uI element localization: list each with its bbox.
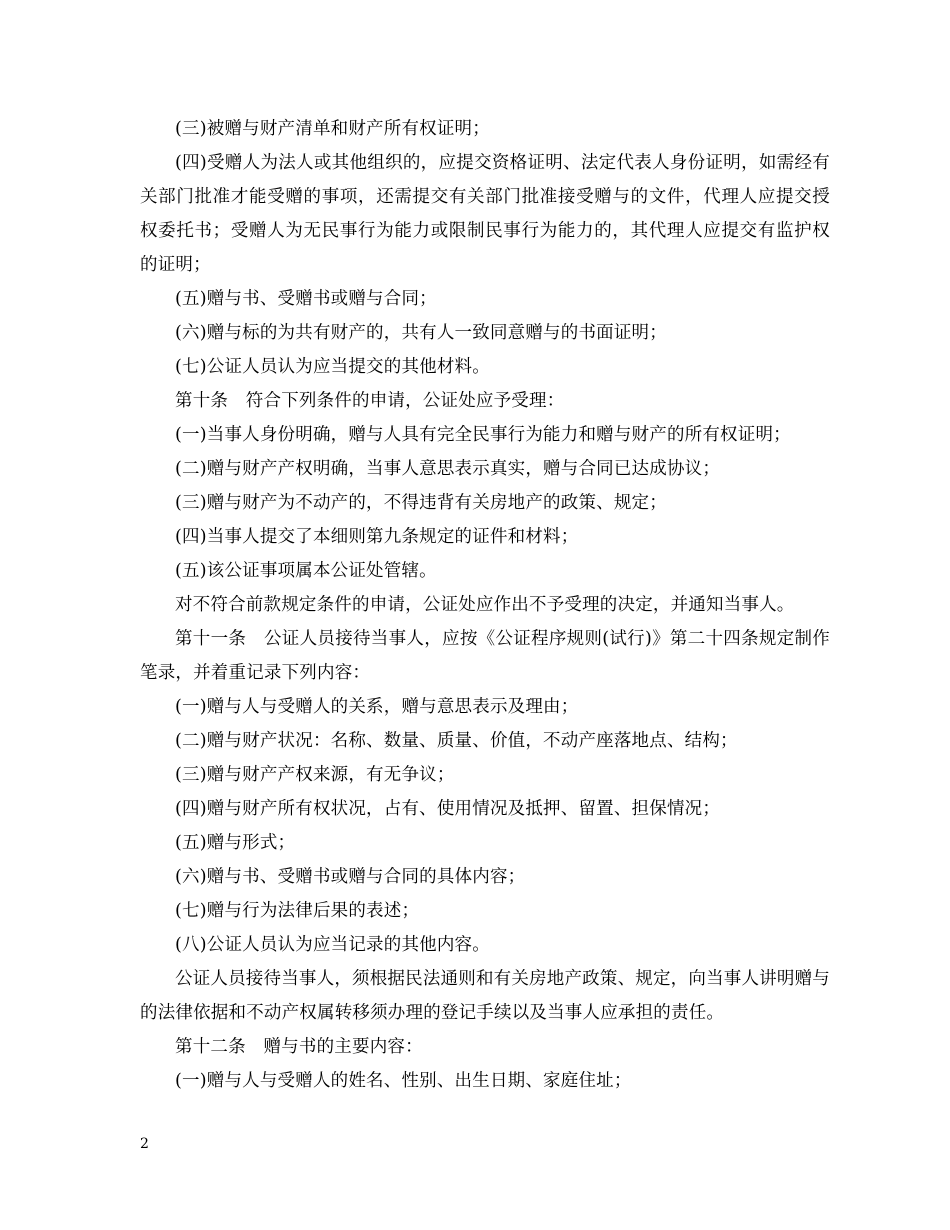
paragraph: (五)赠与书、受赠书或赠与合同； <box>175 289 437 309</box>
paragraph: (七)赠与行为法律后果的表述； <box>175 901 420 921</box>
article-heading: 第十一条 公证人员接待当事人，应按《公证程序规则(试行)》第二十四条规定制作笔录，并着重记录下列内容： <box>140 629 830 683</box>
paragraph: (六)赠与书、受赠书或赠与合同的具体内容； <box>175 867 526 887</box>
paragraph: (四)当事人提交了本细则第九条规定的证件和材料； <box>175 527 579 547</box>
document-body <box>140 112 830 1098</box>
paragraph: (一)当事人身份明确，赠与人具有完全民事行为能力和赠与财产的所有权证明； <box>175 425 791 445</box>
paragraph: (一)赠与人与受赠人的关系，赠与意思表示及理由； <box>175 697 579 717</box>
paragraph: 对不符合前款规定条件的申请，公证处应作出不予受理的决定，并通知当事人。 <box>175 595 795 615</box>
page-number: 2 <box>140 1136 149 1152</box>
paragraph: (五)赠与形式； <box>175 833 296 853</box>
paragraph: (五)该公证事项属本公证处管辖。 <box>175 561 437 581</box>
paragraph: (二)赠与财产状况：名称、数量、质量、价值，不动产座落地点、结构； <box>175 731 738 751</box>
paragraph: (三)赠与财产为不动产的，不得违背有关房地产的政策、规定； <box>175 493 667 513</box>
paragraph: (四)受赠人为法人或其他组织的，应提交资格证明、法定代表人身份证明，如需经有关部门批准才能受赠的事项，还需提交有关部门批准接受赠与的文件，代理人应提交授权委托书；受赠人为无民事行为能力或限制民事行为能力的，其代理人应提交有监护权的证明； <box>140 153 830 275</box>
paragraph: (四)赠与财产所有权状况，占有、使用情况及抵押、留置、担保情况； <box>175 799 721 819</box>
paragraph: (一)赠与人与受赠人的姓名、性别、出生日期、家庭住址； <box>175 1071 632 1091</box>
article-heading: 第十二条 赠与书的主要内容： <box>175 1037 423 1057</box>
paragraph: (三)被赠与财产清单和财产所有权证明； <box>175 119 490 139</box>
paragraph: (七)公证人员认为应当提交的其他材料。 <box>175 357 490 377</box>
paragraph: (二)赠与财产产权明确，当事人意思表示真实，赠与合同已达成协议； <box>175 459 721 479</box>
paragraph: (八)公证人员认为应当记录的其他内容。 <box>175 935 490 955</box>
paragraph: 公证人员接待当事人，须根据民法通则和有关房地产政策、规定，向当事人讲明赠与的法律依据和不动产权属转移须办理的登记手续以及当事人应承担的责任。 <box>140 969 830 1023</box>
article-heading: 第十条 符合下列条件的申请，公证处应予受理： <box>175 391 565 411</box>
paragraph: (六)赠与标的为共有财产的，共有人一致同意赠与的书面证明； <box>175 323 667 343</box>
paragraph: (三)赠与财产产权来源，有无争议； <box>175 765 455 785</box>
